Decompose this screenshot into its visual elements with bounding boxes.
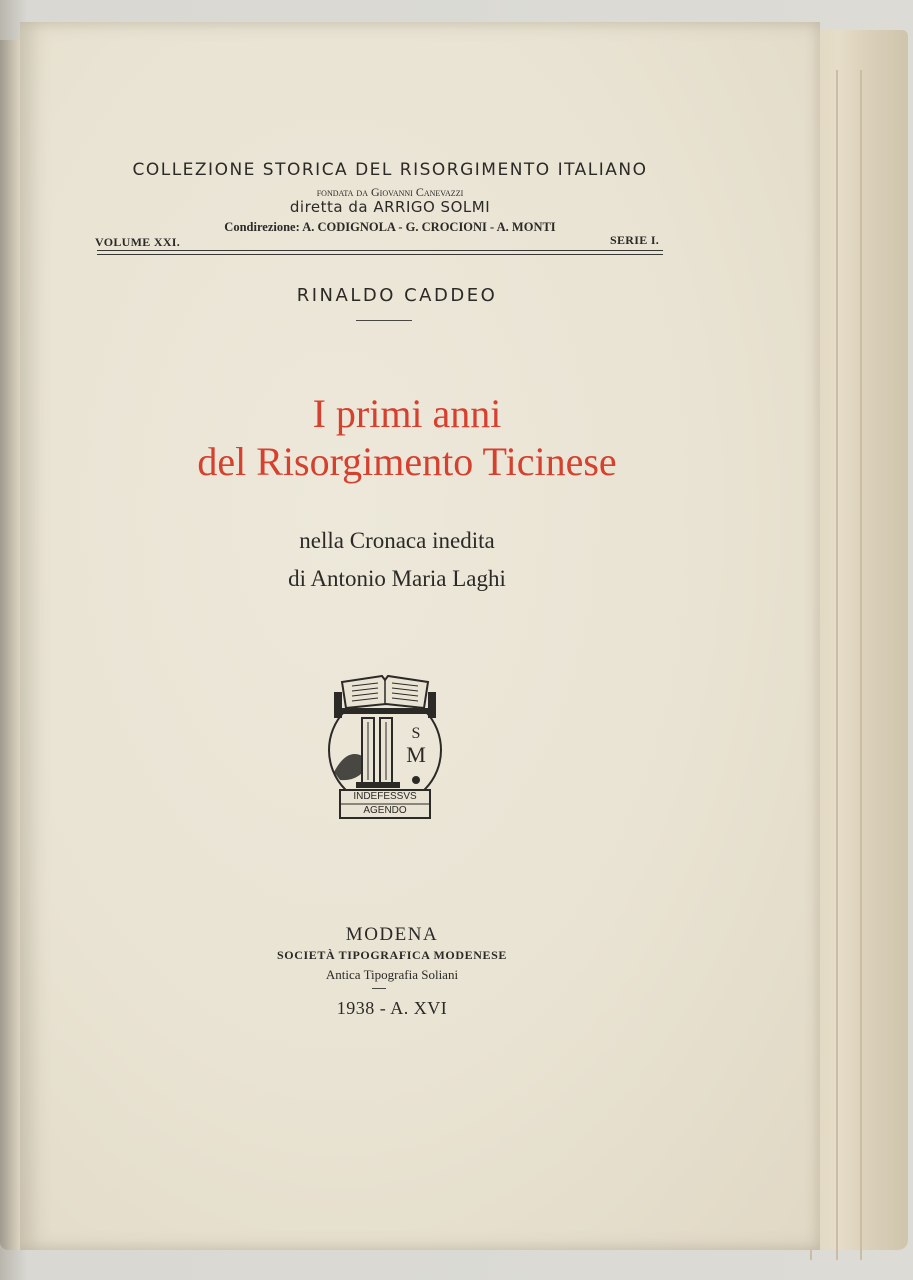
imprint-publisher: SOCIETÀ TIPOGRAFICA MODENESE: [277, 948, 507, 962]
svg-text:S: S: [411, 725, 421, 742]
imprint-printer: Antica Tipografia Soliani: [325, 967, 459, 982]
book-subtitle-line-1: nella Cronaca inedita: [299, 528, 495, 553]
series-founder: fondata da Giovanni Canevazzi: [316, 185, 464, 199]
series-title: COLLEZIONE STORICA DEL RISORGIMENTO ITALIANO: [132, 160, 648, 180]
book-title-line-1: I primi anni: [312, 391, 502, 436]
book-subtitle-line-2: di Antonio Maria Laghi: [288, 566, 506, 591]
series-number: SERIE I.: [610, 233, 660, 247]
header-rule: [97, 250, 663, 251]
imprint-divider: [372, 988, 386, 989]
page-edge-line: [860, 70, 862, 1260]
svg-text:M: M: [406, 742, 426, 767]
author-name: RINALDO CADDEO: [296, 285, 498, 306]
author-divider: [356, 320, 412, 321]
volume-number: VOLUME XXI.: [95, 235, 181, 249]
imprint-city: MODENA: [345, 924, 439, 945]
book-title-line-2: del Risorgimento Ticinese: [197, 439, 617, 484]
emblem-motto-line-1: INDEFESSVS: [353, 791, 417, 802]
imprint-date: 1938 - A. XVI: [336, 998, 448, 1018]
series-codirection: Condirezione: A. CODIGNOLA - G. CROCIONI - A. MONTI: [224, 220, 556, 234]
page-edge-line: [836, 70, 838, 1260]
title-page: [20, 22, 820, 1250]
header-rule: [97, 254, 663, 255]
emblem-motto-line-2: AGENDO: [363, 805, 407, 816]
series-director: diretta da ARRIGO SOLMI: [289, 198, 491, 216]
